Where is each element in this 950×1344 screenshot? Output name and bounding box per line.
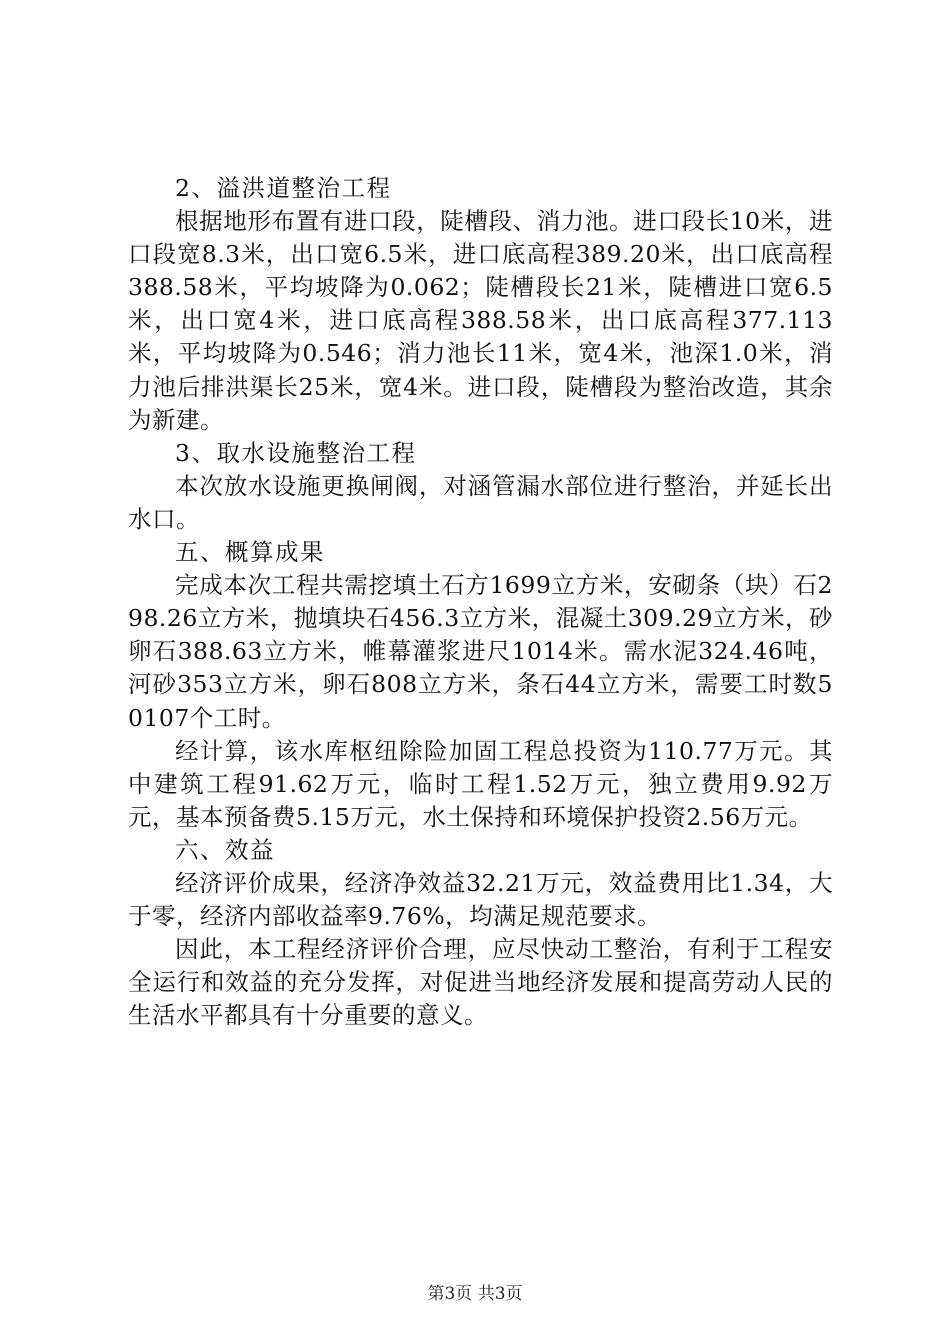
section-heading-spillway: 2、溢洪道整治工程 bbox=[175, 174, 392, 202]
paragraph-estimate-quantities: 完成本次工程共需挖填土石方1699立方米，安砌条（块）石298.26立方米，抛填块石456.3立方米，混凝土309.29立方米，砂卵石388.63立方米，帷幕灌浆进尺1014米。需水泥324.46吨，河砂353立方米，卵石808立方米，条石44立方米，需要工时数50107个工时。 bbox=[128, 571, 833, 732]
paragraph-conclusion: 因此，本工程经济评价合理，应尽快动工整治，有利于工程安全运行和效益的充分发挥，对促进当地经济发展和提高劳动人民的生活水平都具有十分重要的意义。 bbox=[128, 935, 833, 1030]
paragraph-water-intake-details: 本次放水设施更换闸阀，对涵管漏水部位进行整治，并延长出水口。 bbox=[128, 471, 833, 533]
section-heading-water-intake: 3、取水设施整治工程 bbox=[175, 438, 417, 467]
document-body bbox=[128, 172, 833, 1032]
page-number-footer: 第3页 共3页 bbox=[427, 1284, 523, 1304]
section-heading-estimate: 五、概算成果 bbox=[175, 538, 325, 567]
paragraph-spillway-details: 根据地形布置有进口段，陡槽段、消力池。进口段长10米，进口段宽8.3米，出口宽6.5米，进口底高程389.20米，出口底高程388.58米，平均坡降为0.062；陡槽段长21米，陡槽进口宽6.5米，出口宽4米，进口底高程388.58米，出口底高程377.113米，平均坡降为0.546；消力池长11米，宽4米，池深1.0米，消力池后排洪渠长25米，宽4米。进口段，陡槽段为整治改造，其余为新建。 bbox=[128, 207, 833, 434]
section-heading-benefits: 六、效益 bbox=[175, 835, 275, 864]
paragraph-estimate-investment: 经计算，该水库枢纽除险加固工程总投资为110.77万元。其中建筑工程91.62万元，临时工程1.52万元，独立费用9.92万元，基本预备费5.15万元，水土保持和环境保护投资2.56万元。 bbox=[128, 736, 833, 831]
paragraph-benefits-evaluation: 经济评价成果，经济净效益32.21万元，效益费用比1.34，大于零，经济内部收益率9.76%，均满足规范要求。 bbox=[128, 868, 833, 931]
